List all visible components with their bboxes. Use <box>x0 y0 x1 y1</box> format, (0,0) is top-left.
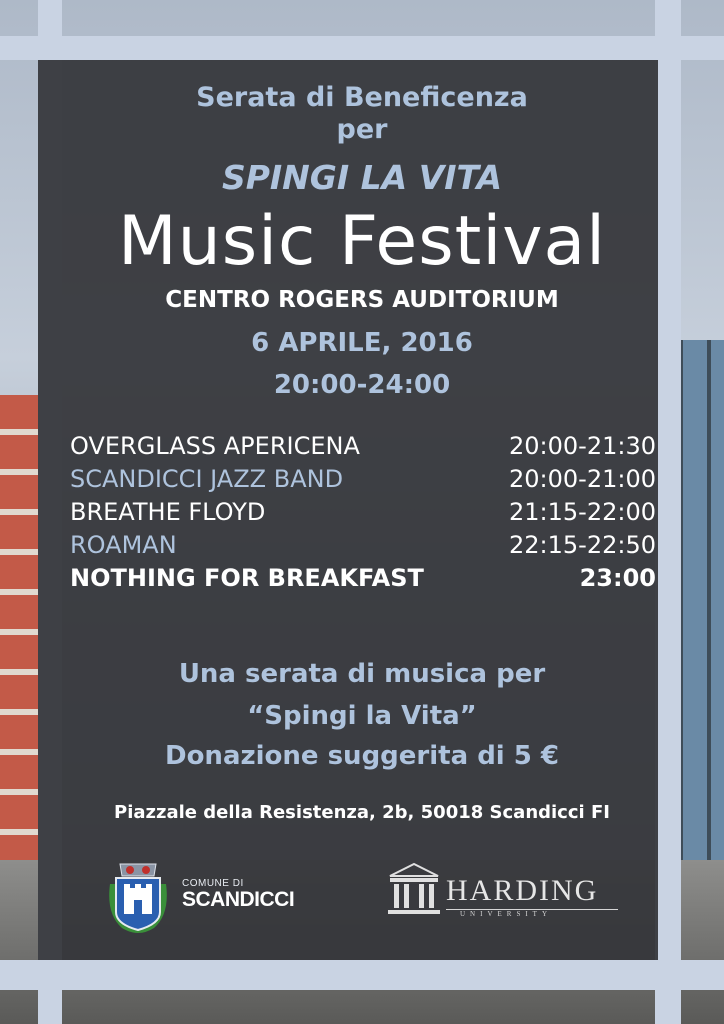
band-time: 20:00-21:00 <box>509 465 656 493</box>
harding-sub: UNIVERSITY <box>460 910 552 918</box>
logo-small-text: COMUNE DI <box>182 878 244 889</box>
building-icon <box>386 862 442 918</box>
message-line: Una serata di musica per <box>178 659 546 689</box>
schedule-row <box>70 430 656 463</box>
message-line: “Spingi la Vita” <box>247 701 477 731</box>
band-time: 21:15-22:00 <box>509 498 656 526</box>
band-name: SCANDICCI JAZZ BAND <box>70 465 344 493</box>
schedule-row <box>70 562 656 595</box>
band-name: ROAMAN <box>70 531 177 559</box>
band-time: 20:00-21:30 <box>509 432 656 460</box>
address: Piazzale della Resistenza, 2b, 50018 Scandicci FI <box>114 802 610 823</box>
band-name: BREATHE FLOYD <box>70 498 266 526</box>
schedule-row <box>70 463 656 496</box>
band-time: 23:00 <box>579 564 656 592</box>
schedule-row <box>70 496 656 529</box>
venue: CENTRO ROGERS AUDITORIUM <box>165 287 559 313</box>
harding-logo <box>386 862 626 922</box>
band-name: NOTHING FOR BREAKFAST <box>70 564 424 592</box>
scandicci-logo <box>100 850 300 934</box>
poster-title: Music Festival <box>117 202 607 281</box>
subtitle: Serata di Beneficenza <box>196 82 528 113</box>
schedule-row <box>70 529 656 562</box>
charity-name: SPINGI LA VITA <box>221 158 503 197</box>
harding-name: HARDING <box>446 874 599 907</box>
event-time: 20:00-24:00 <box>273 370 451 400</box>
event-date: 6 APRILE, 2016 <box>251 328 473 358</box>
donation-line: Donazione suggerita di 5 € <box>164 741 559 771</box>
coat-of-arms-icon <box>102 854 174 934</box>
schedule <box>70 430 656 595</box>
band-time: 22:15-22:50 <box>509 531 656 559</box>
logo-big-text: SCANDICCI <box>182 888 295 911</box>
band-name: OVERGLASS APERICENA <box>70 432 360 460</box>
subtitle-per: per <box>336 114 388 145</box>
